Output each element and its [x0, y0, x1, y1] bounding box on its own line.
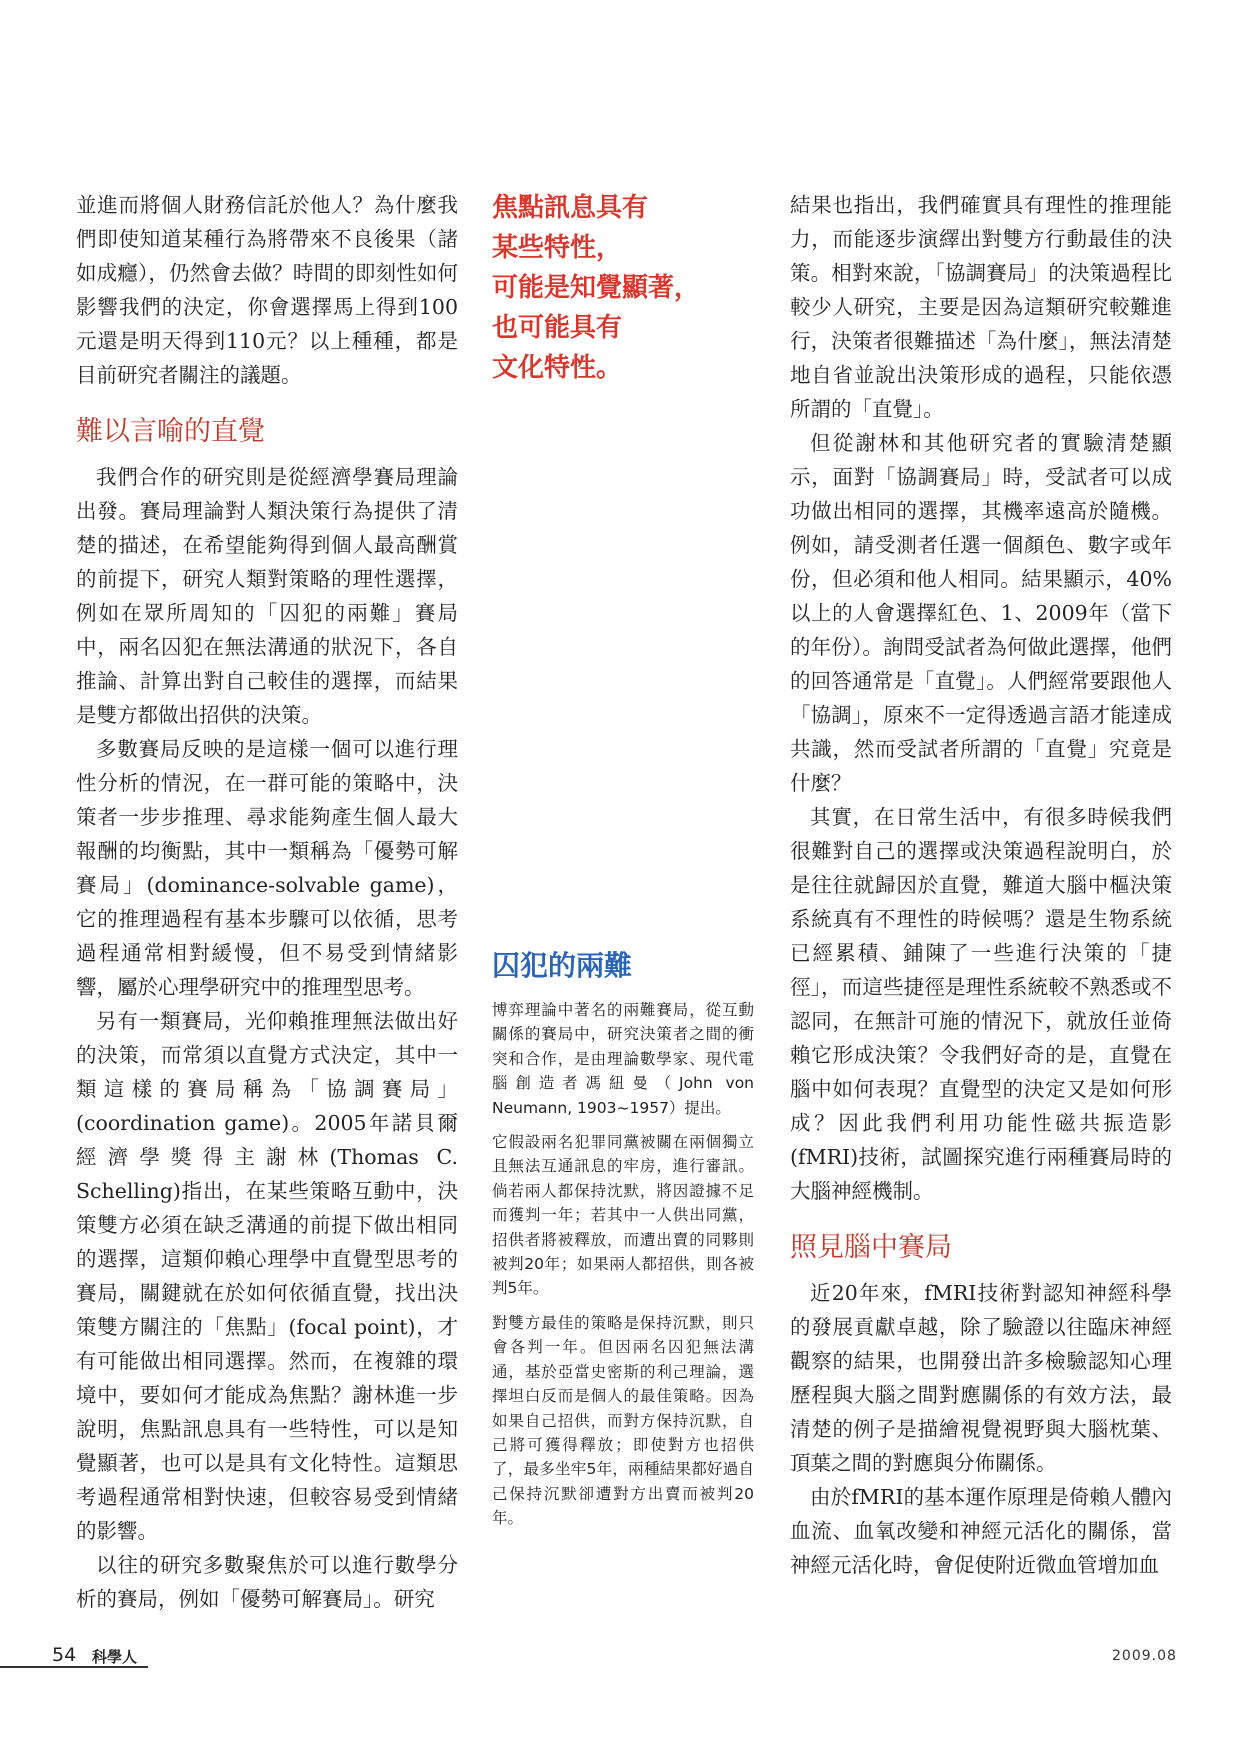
sidebar-box [492, 998, 754, 1541]
sidebar-paragraph: 對雙方最佳的策略是保持沉默，則只會各判一年。但因兩名囚犯無法溝通，基於亞當史密斯的利己理論，選擇坦白反而是個人的最佳策略。因為如果自己招供，而對方保持沉默，自己將可獲得釋放；即使對方也招供了，最多坐牢5年，兩種結果都好過自己保持沉默卻遭對方出賣而被判20年。 [492, 1313, 754, 1528]
body-paragraph: 另有一類賽局，光仰賴推理無法做出好的決策，而常須以直覺方式決定，其中一類這樣的賽局稱為「協調賽局」(coordination game)。2005年諾貝爾經濟學獎得主謝林(Thomas C. Schelling)指出，在某些策略互動中，決策雙方必須在缺乏溝通的前提下做出相同的選擇，這類仰賴心理學中直覺型思考的賽局，關鍵就在於如何依循直覺，找出決策雙方關注的「焦點」(focal point)，才有可能做出相同選擇。然而，在複雜的環境中，要如何才能成為焦點？謝林進一步說明，焦點訊息具有一些特性，可以是知覺顯著，也可以是具有文化特性。這類思考過程通常相對快速，但較容易受到情緒的影響。 [76, 1009, 458, 1543]
pull-quote-line: 文化特性。 [492, 353, 623, 383]
pull-quote-line: 也可能具有 [492, 313, 623, 343]
body-paragraph: 我們合作的研究則是從經濟學賽局理論出發。賽局理論對人類決策行為提供了清楚的描述，在希望能夠得到個人最高酬賞的前提下，研究人類對策略的理性選擇，例如在眾所周知的「囚犯的兩難」賽局中，兩名囚犯在無法溝通的狀況下，各自推論、計算出對自己較佳的選擇，而結果是雙方都做出招供的決策。 [76, 465, 458, 727]
body-paragraph: 由於fMRI的基本運作原理是倚賴人體內血流、血氧改變和神經元活化的關係，當神經元活化時，會促使附近微血管增加血 [790, 1485, 1172, 1577]
magazine-name: 科學人 [92, 1648, 138, 1666]
body-paragraph: 結果也指出，我們確實具有理性的推理能力，而能逐步演繹出對雙方行動最佳的決策。相對來說，「協調賽局」的決策過程比較少人研究，主要是因為這類研究較難進行，決策者很難描述「為什麼」，無法清楚地自省並說出決策形成的過程，只能依憑所謂的「直覺」。 [790, 193, 1172, 421]
pull-quote-line: 某些特性， [492, 233, 623, 263]
body-paragraph: 多數賽局反映的是這樣一個可以進行理性分析的情況，在一群可能的策略中，決策者一步步推理、尋求能夠產生個人最大報酬的均衡點，其中一類稱為「優勢可解賽局」(dominance-solvable game)，它的推理過程有基本步驟可以依循，思考過程通常相對緩慢，但不易受到情緒影響，屬於心理學研究中的推理型思考。 [76, 737, 458, 999]
sidebar-paragraph: 博弈理論中著名的兩難賽局，從互動關係的賽局中，研究決策者之間的衝突和合作，是由理論數學家、現代電腦創造者馮紐曼（John von Neumann, 1903~1957）提出。 [492, 1001, 754, 1117]
left-column [76, 188, 458, 1616]
body-paragraph: 近20年來，fMRI技術對認知神經科學的發展貢獻卓越，除了驗證以往臨床神經觀察的結果，也開發出許多檢驗認知心理歷程與大腦之間對應關係的有效方法，最清楚的例子是描繪視覺視野與大腦枕葉、頂葉之間的對應與分佈關係。 [790, 1281, 1172, 1475]
right-column [790, 188, 1172, 1582]
body-paragraph: 以往的研究多數聚焦於可以進行數學分析的賽局，例如「優勢可解賽局」。研究 [76, 1553, 458, 1611]
page-number: 54 [52, 1644, 77, 1666]
issue-date: 2009.08 [1112, 1648, 1177, 1664]
pull-quote [492, 188, 754, 388]
intro-paragraph: 並進而將個人財務信託於他人？為什麼我們即使知道某種行為將帶來不良後果（諸如成癮），仍然會去做？時間的即刻性如何影響我們的決定，你會選擇馬上得到100元還是明天得到110元？以上種種，都是目前研究者關注的議題。 [76, 193, 458, 387]
pull-quote-line: 可能是知覺顯著， [492, 273, 701, 303]
section-heading-brain-game: 照見腦中賽局 [790, 1232, 952, 1263]
sidebar-box-title: 囚犯的兩難 [492, 949, 633, 982]
pull-quote-line: 焦點訊息具有 [492, 193, 649, 223]
section-heading-intuition: 難以言喻的直覺 [76, 416, 265, 447]
body-paragraph: 但從謝林和其他研究者的實驗清楚顯示，面對「協調賽局」時，受試者可以成功做出相同的選擇，其機率遠高於隨機。例如，請受測者任選一個顏色、數字或年份，但必須和他人相同。結果顯示，40%以上的人會選擇紅色、1、2009年（當下的年份）。詢問受試者為何做此選擇，他們的回答通常是「直覺」。人們經常要跟他人「協調」，原來不一定得透過言語才能達成共識，然而受試者所謂的「直覺」究竟是什麼？ [790, 431, 1172, 795]
body-paragraph: 其實，在日常生活中，有很多時候我們很難對自己的選擇或決策過程說明白，於是往往就歸因於直覺，難道大腦中樞決策系統真有不理性的時候嗎？還是生物系統已經累積、鋪陳了一些進行決策的「捷徑」，而這些捷徑是理性系統較不熟悉或不認同，在無計可施的情況下，就放任並倚賴它形成決策？令我們好奇的是，直覺在腦中如何表現？直覺型的決定又是如何形成？因此我們利用功能性磁共振造影(fMRI)技術，試圖探究進行兩種賽局時的大腦神經機制。 [790, 805, 1172, 1203]
sidebar-paragraph: 它假設兩名犯罪同黨被關在兩個獨立且無法互通訊息的牢房，進行審訊。倘若兩人都保持沈默，將因證據不足而獲判一年；若其中一人供出同黨，招供者將被釋放，而遭出賣的同夥則被判20年；如果兩人都招供，則各被判5年。 [492, 1133, 754, 1298]
